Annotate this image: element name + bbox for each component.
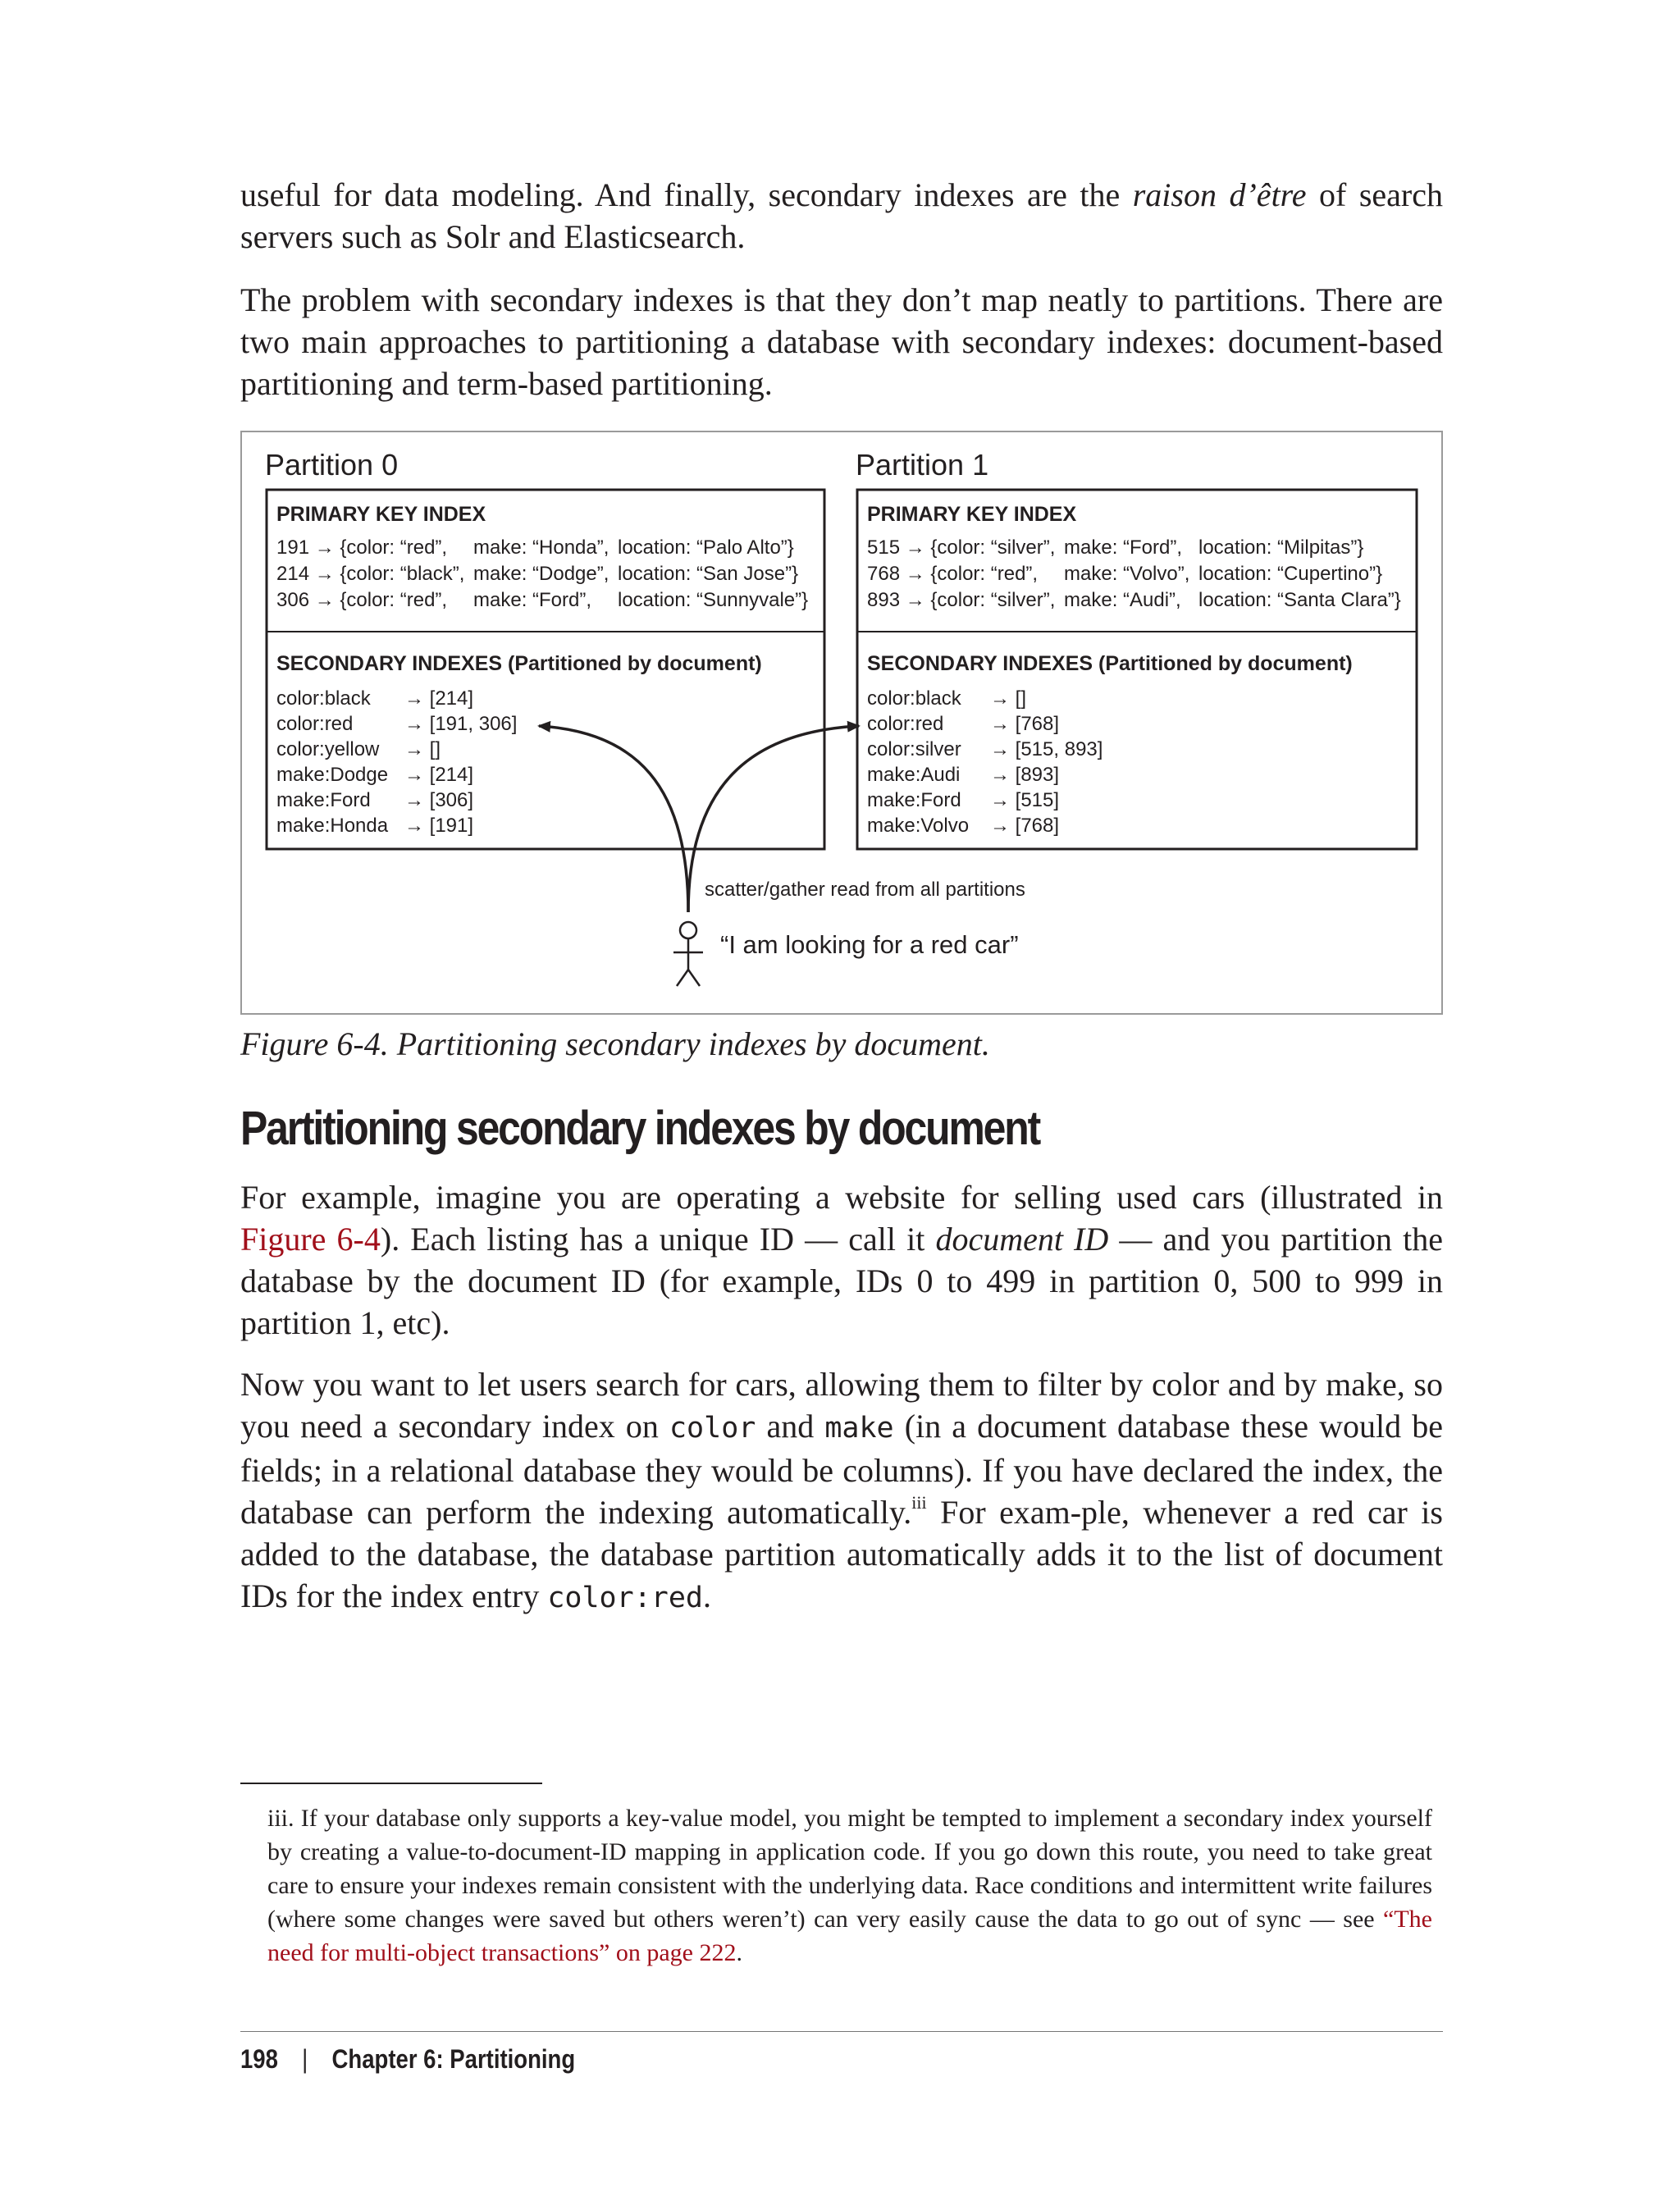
- paragraph-search: [240, 1363, 1443, 1619]
- section-heading: Partitioning secondary indexes by document: [240, 1102, 1040, 1155]
- secondary-value: → [191]: [404, 815, 474, 837]
- footer-separator: |: [302, 2044, 308, 2074]
- secondary-key: color:black: [867, 687, 961, 710]
- secondary-value: → [768]: [990, 713, 1060, 735]
- figure-6-4: [240, 431, 1443, 1015]
- secondary-key: color:black: [276, 687, 371, 710]
- text-run: of search servers such as Solr and Elasticsearch.: [240, 176, 1444, 255]
- secondary-value: → [515]: [990, 789, 1060, 811]
- text-run: For example, imagine you are operating a website for selling used cars (illustrated in: [240, 1179, 1443, 1216]
- multi-object-transactions-link[interactable]: “The need for multi-object transactions” on page 222: [267, 1906, 1432, 1966]
- secondary-key: make:Volvo: [867, 815, 970, 837]
- text-run: Now you want to let users search for cars, allowing them to filter by color and by make, so you need a secondary index on: [240, 1366, 1443, 1445]
- primary-row-214-location: location: “San Jose”}: [618, 563, 799, 585]
- secondary-key: color:silver: [867, 738, 961, 760]
- partition-0-secondary-heading: SECONDARY INDEXES (Partitioned by document): [276, 652, 762, 675]
- user-icon: [673, 922, 703, 986]
- secondary-value: → [214]: [404, 687, 474, 710]
- secondary-value: → [214]: [404, 764, 474, 786]
- secondary-value: → []: [990, 687, 1027, 710]
- text-run: .: [703, 1577, 711, 1614]
- text-run: and: [756, 1408, 825, 1445]
- secondary-key: color:yellow: [276, 738, 380, 760]
- user-quote: “I am looking for a red car”: [720, 930, 1019, 959]
- paragraph-problem: The problem with secondary indexes is that they don’t map neatly to partitions. There are two main approaches to partitioning a database with secondary indexes: document-based partitioning and term-based partitioning.: [240, 281, 1443, 402]
- text-run: — and you partition the database by the document ID (for example, IDs 0 to 499 in partition 0, 500 to 999 in partition 1, etc).: [240, 1221, 1444, 1341]
- secondary-key: make:Honda: [276, 815, 389, 837]
- primary-row-893-make: make: “Audi”,: [1064, 589, 1181, 611]
- emphasis-document-id: document ID: [935, 1221, 1109, 1258]
- secondary-value: → [893]: [990, 764, 1060, 786]
- secondary-value: → [768]: [990, 815, 1060, 837]
- secondary-key: color:red: [276, 713, 354, 735]
- partition-0-primary-rows: [276, 536, 808, 611]
- partition-0-title: Partition 0: [265, 448, 399, 482]
- primary-row-515-color: 515 → {color: “silver”,: [867, 536, 1056, 559]
- primary-row-515-location: location: “Milpitas”}: [1198, 536, 1364, 559]
- scatter-gather-label: scatter/gather read from all partitions: [705, 879, 1025, 901]
- primary-row-191-location: location: “Palo Alto”}: [618, 536, 794, 559]
- page-footer: [240, 2041, 575, 2077]
- primary-row-306-location: location: “Sunnyvale”}: [618, 589, 809, 611]
- chapter-title: Chapter 6: Partitioning: [331, 2044, 576, 2074]
- footnote-ref-iii[interactable]: iii: [911, 1492, 927, 1513]
- primary-row-191-color: 191 → {color: “red”,: [276, 536, 448, 559]
- primary-row-515-make: make: “Ford”,: [1064, 536, 1183, 559]
- primary-row-214-make: make: “Dodge”,: [473, 563, 609, 585]
- secondary-value: → [306]: [404, 789, 474, 811]
- paragraph-intro: [240, 174, 1443, 258]
- primary-row-214-color: 214 → {color: “black”,: [276, 563, 465, 585]
- partition-1-title: Partition 1: [856, 448, 989, 482]
- text-run: .: [736, 1939, 742, 1966]
- emphasis-raison-detre: raison d’être: [1132, 176, 1307, 213]
- partition-diagram: [242, 432, 1441, 1013]
- footnote-divider: [240, 1783, 542, 1784]
- text-run: useful for data modeling. And finally, secondary indexes are the: [240, 176, 1133, 213]
- partition-1-secondary-rows: [867, 687, 1102, 837]
- secondary-key: make:Audi: [867, 764, 961, 786]
- code-make: make: [824, 1412, 894, 1445]
- code-color-red: color:red: [547, 1582, 703, 1614]
- secondary-value: → [515, 893]: [990, 738, 1103, 760]
- partition-1-primary-rows: [867, 536, 1401, 611]
- primary-row-191-make: make: “Honda”,: [473, 536, 609, 559]
- secondary-key: make:Ford: [276, 789, 371, 811]
- paragraph-example: [240, 1176, 1443, 1344]
- primary-row-306-make: make: “Ford”,: [473, 589, 592, 611]
- arrow-to-partition-0: [539, 726, 688, 912]
- primary-row-893-location: location: “Santa Clara”}: [1198, 589, 1401, 611]
- primary-row-768-make: make: “Volvo”,: [1064, 563, 1190, 585]
- figure-caption: Figure 6-4. Partitioning secondary indexes by document.: [240, 1025, 990, 1062]
- secondary-value: → [191, 306]: [404, 713, 518, 735]
- partition-0-secondary-rows: [276, 687, 517, 837]
- text-run: For exam‐ple, whenever a red car is added to the database, the database partition automatically adds it to the list of document IDs for the index entry: [240, 1494, 1443, 1614]
- primary-row-768-color: 768 → {color: “red”,: [867, 563, 1039, 585]
- primary-row-768-location: location: “Cupertino”}: [1198, 563, 1383, 585]
- footnote-iii: [267, 1801, 1432, 1970]
- text-run: (in a document database these would be fields; in a relational database they would be columns). If you have declared the index, the database can perform the indexing automatically.: [240, 1408, 1444, 1531]
- text-run: ). Each listing has a unique ID — call it: [380, 1221, 936, 1258]
- secondary-key: color:red: [867, 713, 944, 735]
- primary-row-306-color: 306 → {color: “red”,: [276, 589, 448, 611]
- footer-divider: [240, 2031, 1443, 2032]
- secondary-key: make:Dodge: [276, 764, 389, 786]
- code-color: color: [669, 1412, 756, 1445]
- text-run: iii. If your database only supports a key-value model, you might be tempted to implement a secondary index yourself by creating a value-to-document-ID mapping in application code. If you go down this route, you need to take great care to ensure your indexes remain consistent with the underlying data. Race conditions and intermittent write failures (where some changes were saved but others weren’t) can very easily cause the data to go out of sync — see: [267, 1805, 1432, 1933]
- page-number: 198: [240, 2044, 278, 2074]
- secondary-key: make:Ford: [867, 789, 961, 811]
- primary-row-893-color: 893 → {color: “silver”,: [867, 589, 1056, 611]
- figure-6-4-link[interactable]: Figure 6-4: [240, 1221, 381, 1258]
- secondary-value: → []: [404, 738, 441, 760]
- partition-1-secondary-heading: SECONDARY INDEXES (Partitioned by document): [867, 652, 1353, 675]
- partition-0-primary-heading: PRIMARY KEY INDEX: [276, 503, 486, 526]
- partition-1-primary-heading: PRIMARY KEY INDEX: [867, 503, 1077, 526]
